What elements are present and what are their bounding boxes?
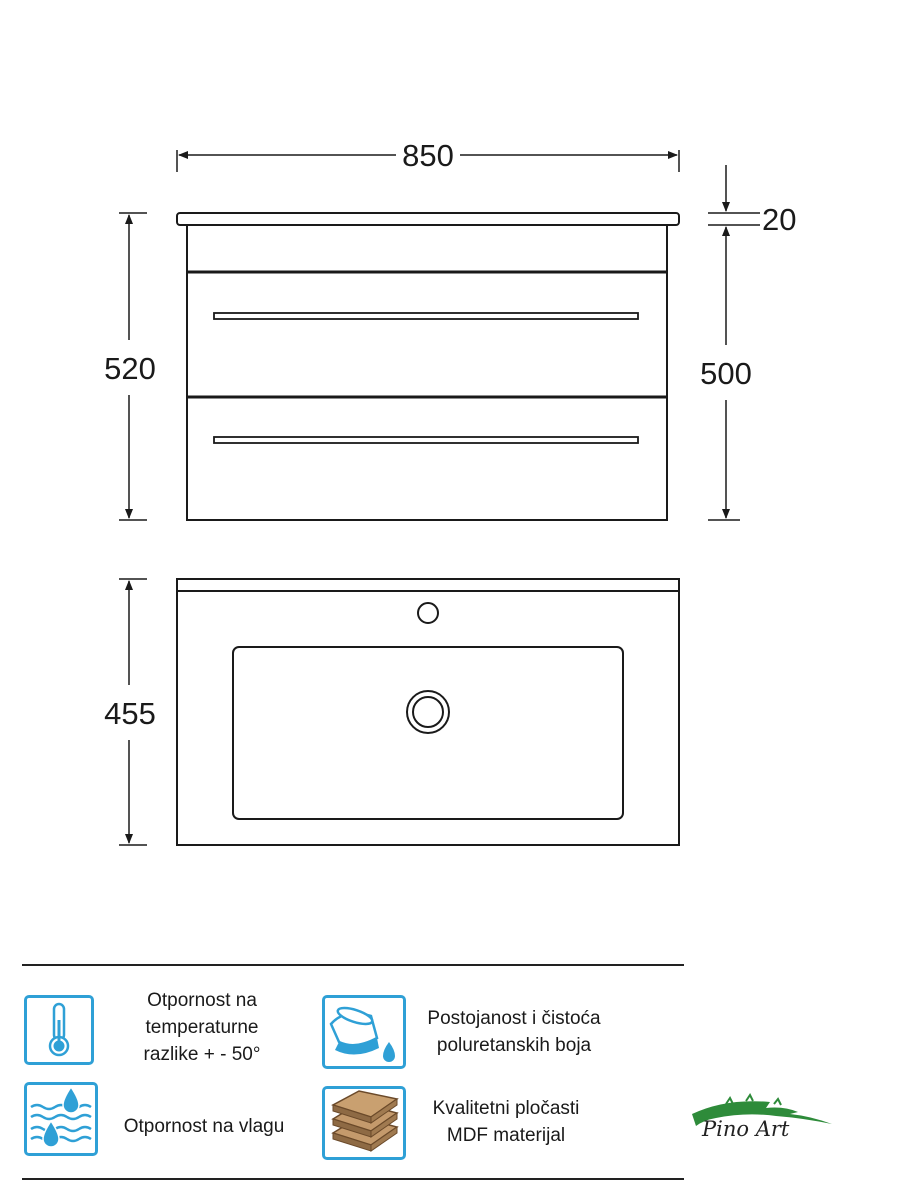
feature-line: Otpornost na <box>147 990 257 1011</box>
feature-mdf-text <box>414 1095 598 1149</box>
basin-outline <box>177 579 679 845</box>
countertop <box>177 213 679 225</box>
feature-temperature-text <box>114 987 290 1068</box>
top-thickness-label: 20 <box>762 202 797 237</box>
depth-label: 455 <box>104 696 156 731</box>
mdf-boards-icon <box>322 1086 406 1160</box>
feature-line: razlike + - 50° <box>143 1044 261 1065</box>
cabinet-height-dimension <box>700 227 752 520</box>
divider-bottom <box>22 1178 684 1180</box>
faucet-hole <box>418 603 438 623</box>
drain-inner <box>413 697 443 727</box>
width-dimension <box>177 138 679 173</box>
total-height-label: 520 <box>104 351 156 386</box>
drawer-handle-upper <box>214 313 638 319</box>
water-drop-icon <box>24 1082 98 1156</box>
width-label: 850 <box>402 138 454 173</box>
cabinet-body <box>187 225 667 520</box>
cabinet-height-label: 500 <box>700 356 752 391</box>
thermometer-icon <box>24 995 94 1065</box>
feature-line: Kvalitetni pločasti <box>432 1098 580 1119</box>
feature-line: poluretanskih boja <box>436 1035 592 1056</box>
front-view <box>177 213 679 520</box>
drawer-handle-lower <box>214 437 638 443</box>
feature-paint-text <box>414 1005 614 1059</box>
total-height-dimension <box>104 213 156 520</box>
divider-top <box>22 964 684 966</box>
depth-dimension <box>104 579 156 845</box>
brand-logo <box>686 1092 846 1152</box>
feature-line: temperaturne <box>145 1017 259 1038</box>
top-thickness-dimension <box>708 165 796 237</box>
feature-line: Postojanost i čistoća <box>427 1008 601 1029</box>
feature-line: Otpornost na vlagu <box>123 1116 285 1137</box>
feature-moisture-text <box>106 1113 302 1140</box>
feature-line: MDF materijal <box>446 1125 566 1146</box>
top-view <box>177 579 679 845</box>
logo-text: Pino Art <box>702 1117 790 1141</box>
paint-bucket-icon <box>322 995 406 1069</box>
